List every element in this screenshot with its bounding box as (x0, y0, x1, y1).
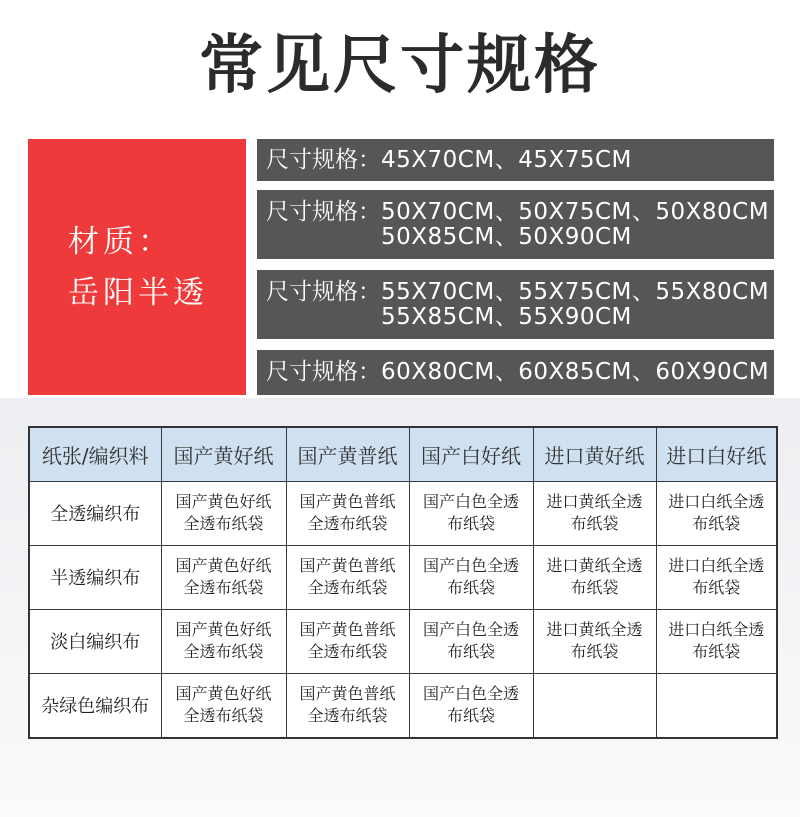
cell-text: 进口黄纸全透布纸袋 (546, 620, 643, 661)
table-cell (286, 481, 409, 545)
size-label: 尺寸规格： (266, 198, 381, 225)
size-values-line: 55X70CM、55X75CM、55X80CM (381, 278, 770, 305)
cell-text: 进口白纸全透布纸袋 (668, 492, 765, 533)
cell-text: 国产黄色普纸全透布纸袋 (299, 556, 396, 597)
page-title: 常见尺寸规格 (199, 29, 601, 103)
size-label: 尺寸规格： (266, 278, 381, 305)
material-text (68, 217, 208, 319)
table-cell (533, 609, 656, 673)
column-header: 国产白好纸 (409, 427, 533, 481)
size-bar-3 (257, 270, 774, 339)
cell-text: 国产黄色好纸全透布纸袋 (175, 492, 272, 533)
table-cell (409, 609, 533, 673)
size-label: 尺寸规格： (266, 146, 381, 173)
cell-text: 国产黄色普纸全透布纸袋 (299, 684, 396, 726)
table-cell-empty (533, 673, 656, 738)
material-value: 岳阳半透 (68, 275, 208, 311)
cell-text: 进口白纸全透布纸袋 (668, 620, 765, 661)
size-values-line: 50X70CM、50X75CM、50X80CM (381, 198, 770, 225)
size-bar-4 (257, 350, 774, 395)
cell-text: 国产黄色好纸全透布纸袋 (175, 684, 272, 726)
table-cell (409, 481, 533, 545)
table-cell (161, 609, 286, 673)
table-cell-empty (656, 673, 777, 738)
row-header: 半透编织布 (29, 545, 161, 609)
cell-text: 进口黄纸全透布纸袋 (546, 556, 643, 597)
table-cell (286, 609, 409, 673)
table-row (29, 673, 777, 738)
cell-text: 进口黄纸全透布纸袋 (546, 492, 643, 533)
size-label: 尺寸规格： (266, 359, 381, 385)
cell-text: 进口白纸全透布纸袋 (668, 556, 765, 597)
column-header: 纸张/编织料 (29, 427, 161, 481)
cell-text: 国产白色全透布纸袋 (422, 556, 519, 597)
column-header: 进口白好纸 (656, 427, 777, 481)
size-values-line: 50X85CM、50X90CM (381, 223, 632, 250)
cell-text: 国产黄色好纸全透布纸袋 (175, 620, 272, 661)
table-cell (533, 481, 656, 545)
cell-text: 国产白色全透布纸袋 (422, 620, 519, 661)
size-values-line: 60X80CM、60X85CM、60X90CM (381, 359, 770, 385)
table-cell (656, 481, 777, 545)
size-values (381, 280, 769, 330)
table-row (29, 481, 777, 545)
size-values-line: 45X70CM、45X75CM (381, 146, 632, 173)
size-values (381, 200, 769, 250)
table-cell (286, 673, 409, 738)
size-values (381, 148, 632, 173)
table-cell (656, 545, 777, 609)
cell-text: 国产白色全透布纸袋 (422, 492, 519, 533)
column-header: 国产黄普纸 (286, 427, 409, 481)
table-cell (161, 481, 286, 545)
size-bar-1 (257, 139, 774, 181)
table-cell (409, 545, 533, 609)
cell-text: 国产黄色好纸全透布纸袋 (175, 556, 272, 597)
material-label: 材质： (68, 224, 173, 260)
table-header-row (29, 427, 777, 481)
row-header: 全透编织布 (29, 481, 161, 545)
cell-text: 国产黄色普纸全透布纸袋 (299, 620, 396, 661)
table-cell (533, 545, 656, 609)
column-header: 进口黄好纸 (533, 427, 656, 481)
cell-text: 国产黄色普纸全透布纸袋 (299, 492, 396, 533)
table-cell (161, 545, 286, 609)
size-values-line: 55X85CM、55X90CM (381, 303, 632, 330)
table-cell (161, 673, 286, 738)
row-header: 杂绿色编织布 (29, 673, 161, 738)
paper-material-table (28, 426, 778, 739)
cell-text: 国产白色全透布纸袋 (422, 684, 519, 726)
size-values (381, 360, 769, 385)
size-bar-2 (257, 190, 774, 259)
table-cell (409, 673, 533, 738)
table-row (29, 545, 777, 609)
column-header: 国产黄好纸 (161, 427, 286, 481)
table-cell (656, 609, 777, 673)
material-panel (28, 139, 246, 395)
table-row (29, 609, 777, 673)
row-header: 淡白编织布 (29, 609, 161, 673)
table-cell (286, 545, 409, 609)
